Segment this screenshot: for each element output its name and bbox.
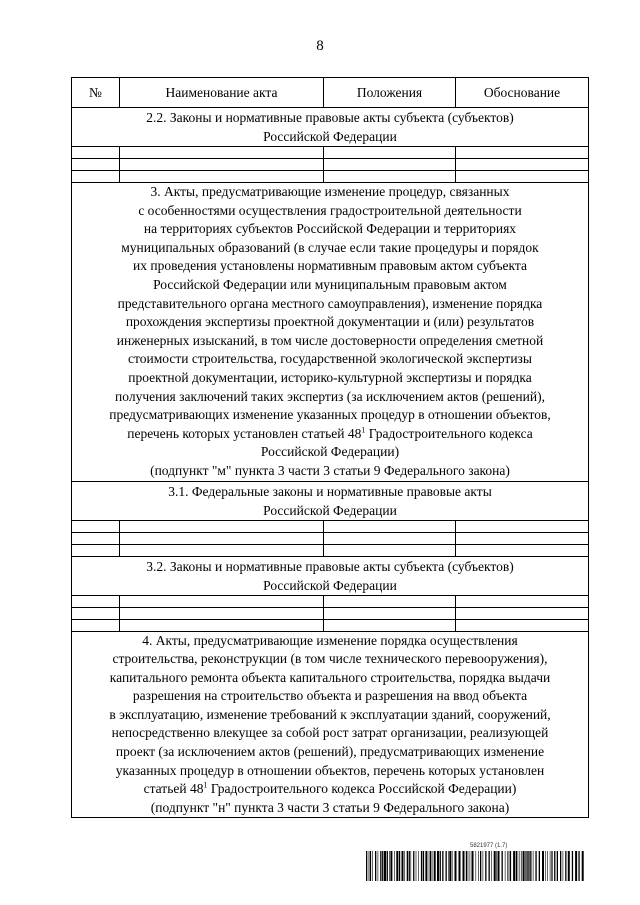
section-heading-line xyxy=(72,780,588,799)
barcode-bar xyxy=(498,851,500,881)
section-heading-text: Градостроительного кодекса xyxy=(365,425,533,441)
barcode-bar xyxy=(387,851,388,881)
barcode-bar xyxy=(396,851,398,881)
barcode-bar xyxy=(554,851,555,881)
barcode-bar xyxy=(421,851,422,881)
empty-cell xyxy=(456,607,589,619)
section-heading-text: инженерных изысканий, в том числе достоверности определения сметной xyxy=(116,332,544,348)
section-heading-text: 3.1. Федеральные законы и нормативные правовые акты xyxy=(168,483,492,499)
barcode-bar xyxy=(440,851,441,881)
empty-cell xyxy=(456,544,589,556)
barcode-bar xyxy=(575,851,577,881)
section-heading-line xyxy=(72,443,588,462)
section-heading-text: (подпункт "м" пункта 3 части 3 статьи 9 Федерального закона) xyxy=(150,462,510,478)
barcode-bar xyxy=(402,851,404,881)
barcode-bar xyxy=(533,851,534,881)
barcode-bar xyxy=(565,851,566,881)
barcode-bar xyxy=(505,851,506,881)
section-heading-line xyxy=(72,743,588,762)
empty-cell xyxy=(456,159,589,171)
barcode-bar xyxy=(485,851,486,881)
barcode-bar xyxy=(545,851,546,881)
barcode-bar xyxy=(530,851,531,881)
empty-cell xyxy=(72,619,120,631)
barcode-bar xyxy=(448,851,449,881)
section-heading-text: разрешения на строительство объекта и разрешения на ввод объекта xyxy=(132,688,528,704)
barcode-bar xyxy=(520,851,521,881)
section-heading-text: Российской Федерации xyxy=(263,502,397,518)
table-row xyxy=(72,520,589,532)
barcode-bar xyxy=(434,851,436,881)
section-heading-text: стоимости строительства, государственной экологической экспертизы xyxy=(128,351,532,367)
section-heading-text: представительного органа местного самоуправления), изменение порядка xyxy=(117,295,543,311)
section-heading-line xyxy=(72,799,588,818)
section-heading xyxy=(72,183,589,482)
section-heading-text: получения заключений таких экспертиз (за исключением актов (решений), xyxy=(115,388,545,404)
barcode-bar xyxy=(470,851,471,881)
barcode-bar xyxy=(416,851,417,881)
section-heading-text: 4. Акты, предусматривающие изменение порядка осуществления xyxy=(142,632,518,648)
barcode-bar xyxy=(557,851,558,881)
empty-cell xyxy=(120,532,324,544)
section-heading-text: Градостроительного кодекса Российской Федерации) xyxy=(207,781,517,797)
barcode-bar xyxy=(404,851,405,881)
section-heading-line xyxy=(72,183,588,202)
empty-cell xyxy=(324,171,456,183)
section-heading-text: в эксплуатацию, изменение требований к эксплуатации зданий, сооружений, xyxy=(109,706,551,722)
barcode-bar xyxy=(551,851,552,881)
barcode-bar xyxy=(480,851,481,881)
barcode-bar xyxy=(449,851,451,881)
section-heading-text: Российской Федерации xyxy=(263,577,397,593)
table-row xyxy=(72,159,589,171)
barcode-bar xyxy=(552,851,553,881)
barcode-bar xyxy=(389,851,390,881)
barcode-bar xyxy=(409,851,410,881)
section-heading-text: статьей 48 xyxy=(143,781,204,797)
section-heading-text: 2.2. Законы и нормативные правовые акты субъекта (субъектов) xyxy=(146,110,514,125)
section-heading-text: предусматривающих изменение указанных процедур в отношении объектов, xyxy=(109,407,551,423)
barcode-bar xyxy=(468,851,469,881)
section-heading-line xyxy=(72,425,588,444)
superscript-index: 1 xyxy=(203,780,208,790)
section-heading-line xyxy=(72,687,588,706)
section-heading-line xyxy=(72,557,588,576)
table-row xyxy=(72,532,589,544)
barcode-bar xyxy=(525,851,526,881)
empty-cell xyxy=(72,147,120,159)
barcode-image xyxy=(366,851,584,881)
barcode-bar xyxy=(526,851,527,881)
empty-cell xyxy=(72,159,120,171)
empty-cell xyxy=(456,595,589,607)
barcode-bar xyxy=(390,851,392,881)
empty-cell xyxy=(72,544,120,556)
section-heading-text: Российской Федерации xyxy=(263,129,397,144)
section-heading-line xyxy=(72,257,588,276)
empty-cell xyxy=(120,520,324,532)
section-heading-line xyxy=(72,576,588,595)
barcode-bar xyxy=(378,851,379,881)
section-heading-text: проектной документации, историко-культурной экспертизы и порядка xyxy=(128,369,532,385)
barcode-bar xyxy=(375,851,376,881)
empty-cell xyxy=(456,147,589,159)
section-heading-text: с особенностями осуществления градостроительной деятельности xyxy=(138,202,522,218)
barcode-bar xyxy=(496,851,497,881)
barcode-bar xyxy=(582,851,584,881)
section-heading-text: их проведения установлены нормативным правовым актом субъекта xyxy=(133,258,527,274)
section-heading xyxy=(72,556,589,595)
barcode-bar xyxy=(366,851,367,881)
empty-cell xyxy=(72,171,120,183)
section-heading-line xyxy=(72,350,588,369)
section-heading-text: 3. Акты, предусматривающие изменение процедур, связанных xyxy=(150,184,510,199)
section-header-row xyxy=(72,108,589,147)
table-row xyxy=(72,607,589,619)
section-heading xyxy=(72,108,589,147)
table-row xyxy=(72,147,589,159)
table-row xyxy=(72,619,589,631)
empty-cell xyxy=(456,171,589,183)
barcode-bar xyxy=(394,851,395,881)
header-justification: Обоснование xyxy=(456,78,589,108)
empty-cell xyxy=(324,147,456,159)
empty-cell xyxy=(456,532,589,544)
barcode-bar xyxy=(407,851,408,881)
section-heading-line xyxy=(72,650,588,669)
barcode-bar xyxy=(572,851,573,881)
empty-cell xyxy=(120,595,324,607)
table-header-row xyxy=(72,78,589,108)
barcode-bar xyxy=(516,851,517,881)
empty-cell xyxy=(72,532,120,544)
barcode-bar xyxy=(547,851,548,881)
section-header-row xyxy=(72,183,589,482)
barcode-bar xyxy=(568,851,570,881)
empty-cell xyxy=(324,607,456,619)
empty-cell xyxy=(324,532,456,544)
barcode-bar xyxy=(523,851,525,881)
barcode-bar xyxy=(535,851,536,881)
section-heading-line xyxy=(72,724,588,743)
table-row xyxy=(72,595,589,607)
header-act-name: Наименование акта xyxy=(120,78,324,108)
barcode-bar xyxy=(418,851,419,881)
barcode-bar xyxy=(459,851,461,881)
empty-cell xyxy=(120,159,324,171)
barcode-bar xyxy=(560,851,561,881)
barcode-bar xyxy=(478,851,479,881)
section-heading-text: муниципальных образований (в случае если такие процедуры и порядок xyxy=(121,239,539,255)
section-heading-line xyxy=(72,406,588,425)
acts-table-body xyxy=(72,108,589,818)
section-heading-line xyxy=(72,202,588,221)
barcode-bar xyxy=(399,851,400,881)
empty-cell xyxy=(72,520,120,532)
barcode-bar xyxy=(513,851,515,881)
barcode-bar xyxy=(452,851,453,881)
section-heading-line xyxy=(72,369,588,388)
barcode-bar xyxy=(494,851,496,881)
empty-cell xyxy=(456,619,589,631)
barcode-bar xyxy=(446,851,447,881)
section-heading-line xyxy=(72,632,588,651)
section-heading-text: Российской Федерации или муниципальным правовым актом xyxy=(153,276,507,292)
barcode-bar xyxy=(542,851,544,881)
barcode-bar xyxy=(437,851,439,881)
section-heading-line xyxy=(72,332,588,351)
section-heading-line xyxy=(72,762,588,781)
empty-cell xyxy=(456,520,589,532)
page-number: 8 xyxy=(316,38,324,54)
barcode-bar xyxy=(432,851,433,881)
section-header-row xyxy=(72,481,589,520)
barcode-bar xyxy=(380,851,381,881)
barcode-bar xyxy=(509,851,510,881)
barcode-bar xyxy=(370,851,371,881)
section-heading-text: проект (за исключением актов (решений), предусматривающих изменение xyxy=(115,744,545,760)
barcode-bar xyxy=(507,851,508,881)
section-heading-line xyxy=(72,313,588,332)
section-heading-text: 3.2. Законы и нормативные правовые акты субъекта (субъектов) xyxy=(146,558,514,574)
barcode-bar xyxy=(411,851,412,881)
empty-cell xyxy=(324,595,456,607)
section-heading-line xyxy=(72,501,588,520)
section-heading-text: (подпункт "н" пункта 3 части 3 статьи 9 Федерального закона) xyxy=(150,799,510,815)
empty-cell xyxy=(324,520,456,532)
barcode-bar xyxy=(423,851,424,881)
barcode-bar xyxy=(539,851,540,881)
section-heading-line xyxy=(72,388,588,407)
superscript-index: 1 xyxy=(361,425,366,435)
section-heading-text: на территориях субъектов Российской Федерации и территориях xyxy=(143,221,517,237)
empty-cell xyxy=(72,607,120,619)
section-header-row xyxy=(72,631,589,818)
barcode-bar xyxy=(502,851,503,881)
barcode-bar xyxy=(463,851,465,881)
section-heading-line xyxy=(72,108,588,127)
document-code: 5821977 (1.7) xyxy=(470,843,508,849)
barcode-bar xyxy=(413,851,414,881)
barcode-bar xyxy=(521,851,522,881)
barcode-bar xyxy=(382,851,383,881)
barcode-bar xyxy=(510,851,511,881)
barcode-bar xyxy=(472,851,474,881)
empty-cell xyxy=(324,619,456,631)
barcode-bar xyxy=(528,851,529,881)
barcode-bar xyxy=(518,851,519,881)
section-heading-text: капитального ремонта объекта капитального строительства, порядка выдачи xyxy=(109,669,551,685)
section-header-row xyxy=(72,556,589,595)
section-heading-line xyxy=(72,462,588,481)
section-heading-line xyxy=(72,482,588,501)
barcode-bar xyxy=(455,851,457,881)
section-heading-line xyxy=(72,295,588,314)
barcode-bar xyxy=(369,851,370,881)
barcode-bar xyxy=(491,851,492,881)
section-heading-text: прохождения экспертизы проектной документации и (или) результатов xyxy=(125,314,535,330)
barcode-bar xyxy=(372,851,373,881)
section-heading-text: непосредственно влекущее за собой рост затрат организации, реализующей xyxy=(111,725,549,741)
header-provisions: Положения xyxy=(324,78,456,108)
header-number: № xyxy=(72,78,120,108)
barcode-bar xyxy=(489,851,490,881)
section-heading-line xyxy=(72,276,588,295)
empty-cell xyxy=(72,595,120,607)
barcode-bar xyxy=(466,851,467,881)
section-heading-line xyxy=(72,239,588,258)
section-heading-text: Российской Федерации) xyxy=(260,444,400,460)
table-row xyxy=(72,171,589,183)
section-heading-line xyxy=(72,220,588,239)
barcode-bar xyxy=(563,851,564,881)
barcode-bar xyxy=(483,851,484,881)
empty-cell xyxy=(120,171,324,183)
table-row xyxy=(72,544,589,556)
section-heading xyxy=(72,631,589,818)
empty-cell xyxy=(120,619,324,631)
section-heading-text: перечень которых установлен статьей 48 xyxy=(127,425,362,441)
empty-cell xyxy=(324,544,456,556)
acts-table xyxy=(71,77,589,818)
empty-cell xyxy=(120,607,324,619)
barcode-bar xyxy=(425,851,427,881)
barcode-bar xyxy=(550,851,551,881)
barcode-bar xyxy=(442,851,443,881)
barcode-bar xyxy=(430,851,431,881)
section-heading-line xyxy=(72,669,588,688)
barcode-bar xyxy=(578,851,579,881)
empty-cell xyxy=(120,147,324,159)
barcode-bar xyxy=(429,851,430,881)
empty-cell xyxy=(120,544,324,556)
barcode-bar xyxy=(384,851,386,881)
section-heading xyxy=(72,481,589,520)
section-heading-line xyxy=(72,127,588,146)
section-heading-line xyxy=(72,706,588,725)
barcode-bar xyxy=(476,851,477,881)
section-heading-text: строительства, реконструкции (в том числе технического перевооружения), xyxy=(112,651,548,667)
section-heading-text: указанных процедур в отношении объектов, перечень которых установлен xyxy=(115,762,545,778)
empty-cell xyxy=(324,159,456,171)
